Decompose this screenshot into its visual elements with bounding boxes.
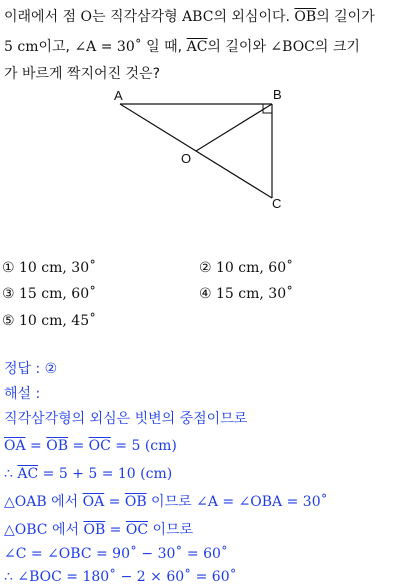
question-text: 이래에서 점 <box>4 9 81 25</box>
equals: = <box>104 494 125 510</box>
label-o: O <box>181 151 192 166</box>
explanation-step-4 <box>4 492 328 512</box>
question-text: 의 길이가 <box>316 9 375 25</box>
explanation-step-2 <box>4 436 177 456</box>
text: 이므로 <box>148 522 194 538</box>
explanation-label: 해설 : <box>4 386 41 402</box>
explanation-step-7: ∴ ∠BOC = 180˚ − 2 × 60˚ = 60˚ <box>4 569 237 585</box>
equation-rest: = 5 + 5 = 10 (cm) <box>38 466 173 482</box>
equals: = <box>25 438 47 454</box>
segment-ac: $\overline{AC}$ <box>17 466 39 482</box>
option-2[interactable] <box>199 258 293 278</box>
triangle-obc: △OBC <box>4 522 48 538</box>
angle-boc: ∠BOC <box>270 39 315 55</box>
option-number: ④ <box>199 286 212 302</box>
segment-oa: $\overline{OA}$ <box>4 438 26 454</box>
question-text: 가 바르게 짝지어진 것은? <box>4 66 161 82</box>
option-number: ① <box>2 260 15 276</box>
option-5[interactable] <box>2 311 96 331</box>
explanation-step-1: 직각삼각형의 외심은 빗변의 중점이므로 <box>4 411 248 427</box>
triangle-figure <box>0 0 400 230</box>
equals: = <box>68 438 89 454</box>
segment-ob: $\overline{OB}$ <box>83 522 106 538</box>
question-text: 의 길이와 <box>207 39 271 55</box>
option-text: 10 cm, 45˚ <box>19 313 97 329</box>
equation-rest: = 5 (cm) <box>110 438 177 454</box>
label-a: A <box>114 88 123 103</box>
question-text: 는 직각삼각형 <box>92 9 183 25</box>
option-number: ⑤ <box>2 313 15 329</box>
text: 에서 <box>47 522 84 538</box>
option-3[interactable] <box>2 284 96 304</box>
option-text: 15 cm, 60˚ <box>19 286 97 302</box>
question-text: 의 외심이다. <box>213 9 295 25</box>
segment-ob: $\overline{OB}$ <box>46 438 68 454</box>
option-text: 15 cm, 30˚ <box>216 286 294 302</box>
length-value: 5 cm <box>4 39 39 55</box>
segment-oa: $\overline{OA}$ <box>82 494 105 510</box>
label-c: C <box>272 196 282 211</box>
angle-a-value: ∠A = 30˚ <box>74 39 142 55</box>
angle-equation: ∠A = ∠OBA = 30˚ <box>196 494 328 510</box>
segment-ob: $\overline{OB}$ <box>294 9 317 25</box>
question-text: 의 크기 <box>314 39 360 55</box>
explanation-step-3 <box>4 464 172 484</box>
triangle-abc: ABC <box>182 9 214 25</box>
segment-ob: $\overline{OB}$ <box>124 494 147 510</box>
correct-answer: 정답 : ② <box>4 361 58 377</box>
option-text: 10 cm, 60˚ <box>216 260 294 276</box>
option-number: ② <box>199 260 212 276</box>
label-b: B <box>273 87 282 102</box>
segment-ob-line <box>196 104 272 151</box>
segment-oc: $\overline{OC}$ <box>88 438 111 454</box>
point-o: O <box>80 9 93 25</box>
segment-oc: $\overline{OC}$ <box>125 522 149 538</box>
text: 에서 <box>46 494 83 510</box>
triangle-oab: △OAB <box>4 494 47 510</box>
option-number: ③ <box>2 286 15 302</box>
equals: = <box>105 522 126 538</box>
question-text: 이고, <box>38 39 75 55</box>
text: 이므로 <box>146 494 197 510</box>
option-text: 10 cm, 30˚ <box>19 260 97 276</box>
explanation-step-6: ∠C = ∠OBC = 90˚ − 30˚ = 60˚ <box>4 546 228 562</box>
therefore-symbol: ∴ <box>4 466 18 482</box>
option-4[interactable] <box>199 284 293 304</box>
segment-ac: $\overline{AC}$ <box>186 39 208 55</box>
question-text: 일 때, <box>141 39 187 55</box>
explanation-step-5 <box>4 520 193 540</box>
option-1[interactable] <box>2 258 96 278</box>
